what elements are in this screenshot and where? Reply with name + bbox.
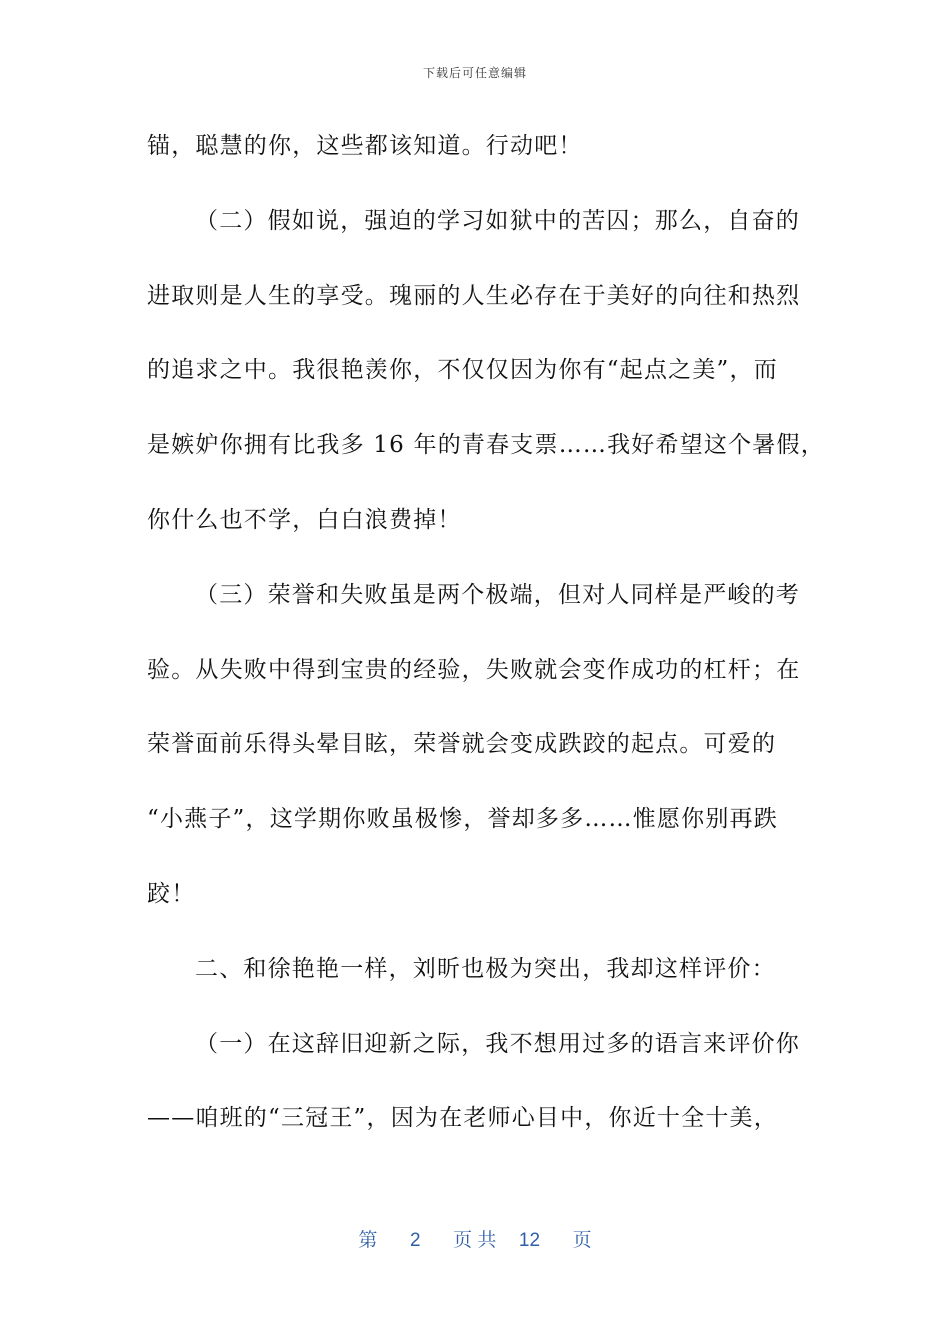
text-line: 跤！ bbox=[147, 880, 196, 907]
text-line: 锚，聪慧的你，这些都该知道。行动吧！ bbox=[147, 133, 583, 159]
document-body bbox=[147, 121, 825, 1168]
page-label-suffix: 页 bbox=[572, 1230, 592, 1251]
text-line: “小燕子”，这学期你败虽极惨，誉却多多……惟愿你别再跌 bbox=[147, 806, 778, 833]
text-line: 二、和徐艳艳一样，刘昕也极为突出，我却这样评价： bbox=[195, 955, 776, 982]
page-label-prefix: 第 bbox=[358, 1230, 378, 1251]
text-line: 的追求之中。我很艳羡你，不仅仅因为你有“起点之美”，而 bbox=[147, 357, 778, 384]
total-page-count: 12 bbox=[518, 1230, 541, 1251]
text-line: （一）在这辞旧迎新之际，我不想用过多的语言来评价你 bbox=[195, 1030, 800, 1057]
text-line: 进取则是人生的享受。瑰丽的人生必存在于美好的向往和热烈 bbox=[147, 282, 801, 309]
text-line: 荣誉面前乐得头晕目眩，荣誉就会变成跌跤的起点。可爱的 bbox=[147, 731, 777, 758]
text-line: ——咱班的“三冠王”，因为在老师心目中，你近十全十美， bbox=[147, 1105, 778, 1132]
page-label-middle: 页 共 bbox=[453, 1230, 497, 1251]
current-page-number: 2 bbox=[409, 1230, 421, 1251]
text-line: （三）荣誉和失败虽是两个极端，但对人同样是严峻的考 bbox=[195, 581, 800, 608]
page-footer bbox=[0, 1225, 950, 1252]
text-line: 是嫉妒你拥有比我多 16 年的青春支票……我好希望这个暑假， bbox=[147, 432, 825, 459]
text-line: 验。从失败中得到宝贵的经验，失败就会变作成功的杠杆；在 bbox=[147, 656, 801, 683]
page-header-note: 下载后可任意编辑 bbox=[422, 66, 527, 80]
text-line: （二）假如说，强迫的学习如狱中的苦囚；那么，自奋的 bbox=[195, 207, 800, 234]
text-line: 你什么也不学，白白浪费掉！ bbox=[147, 506, 462, 533]
